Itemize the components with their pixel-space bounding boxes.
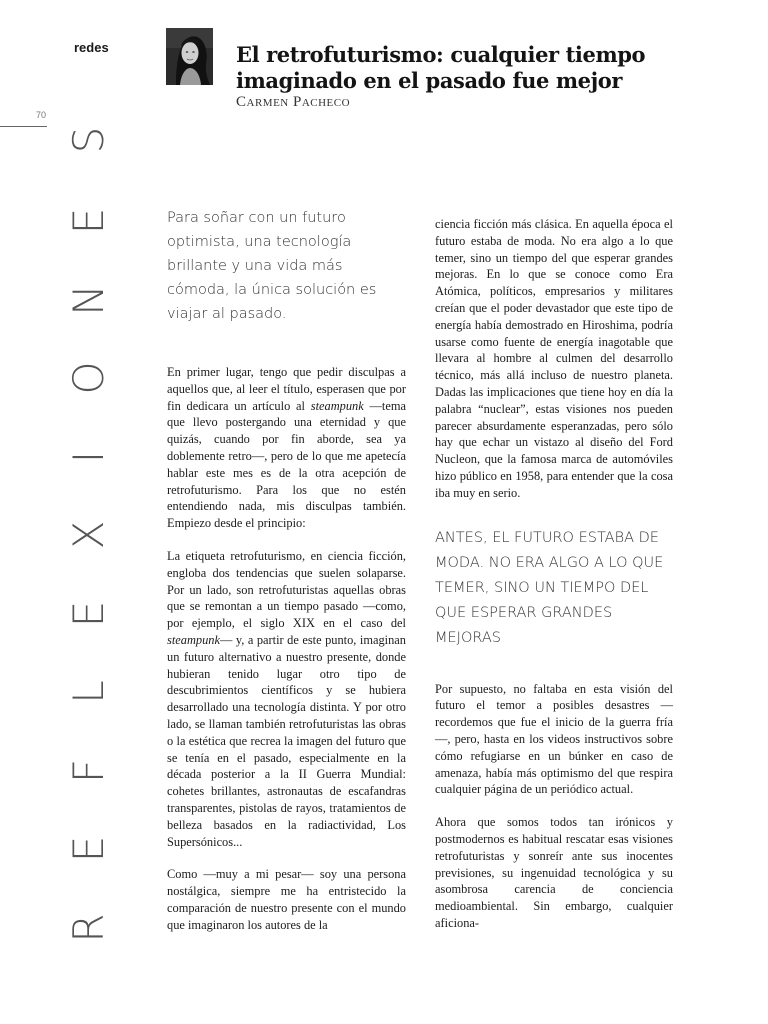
page-number: 70: [36, 110, 47, 120]
lead-paragraph: Para soñar con un futuro optimista, una tecnología brillante y una vida más cómoda, la única solución es viajar al pasado.: [167, 210, 377, 322]
page-number-rule: [0, 126, 47, 127]
paragraph-text: En primer lugar, tengo que pedir disculpas a aquellos que, al leer el título, esperasen que por fin dedicara un artículo al: [167, 365, 406, 413]
section-label: redes: [74, 40, 109, 55]
body-paragraph: ciencia ficción más clásica. En aquella época el futuro estaba de moda. No era algo a lo que temer, sino un tiempo del que esperar grandes mejoras. En lo que se conoce como Era Atómica, políticos, empresarios y militares creían que el poder devastador que este tipo de energía había demostrado en Hiroshima, podría usarse como fuente de energía inagotable que llevara al hombre al culmen del desarrollo técnico, más allá incluso de nuestro planeta. Dadas las implicaciones que tiene hoy en día la palabra “nuclear”, estas visiones nos pueden parecer absurdamente esperanzadas, pero sólo hay que echar un vistazo al diseño del Ford Nucleon, que la famosa marca de automóviles hizo público en 1958, para entender que la cosa iba muy en serio.: [435, 217, 673, 500]
left-column: [167, 206, 406, 950]
body-paragraph: Ahora que somos todos tan irónicos y postmodernos es habitual rescatar esas visiones retrofuturistas y sonreír ante sus inocentes previsiones, su ingenuidad tecnológica y su asombrosa carencia de conciencia medioambiental. Sin embargo, cualquier aficiona-: [435, 815, 673, 930]
vertical-letter: X: [64, 520, 113, 550]
vertical-letter: O: [64, 361, 113, 395]
paragraph-text: La etiqueta retrofuturismo, en ciencia ficción, engloba dos tendencias que suelen solaparse. Por un lado, son retrofuturistas aquellas obras que se remontan a un tiempo pasado —como, por ejemplo, el siglo XIX en el caso del: [167, 548, 406, 631]
vertical-letter: F: [64, 758, 113, 784]
vertical-letter: E: [64, 835, 113, 863]
vertical-letter: R: [64, 913, 113, 943]
author-photo: [166, 28, 213, 85]
vertical-letter: I: [64, 450, 113, 464]
author-portrait-image: [166, 28, 213, 85]
vertical-letter: E: [64, 207, 113, 235]
article-title: El retrofuturismo: cualquier tiempo imaginado en el pasado fue mejor: [236, 42, 646, 93]
vertical-letter: S: [64, 126, 113, 154]
body-paragraph: [167, 548, 406, 850]
paragraph-text: — y, a partir de este punto, imaginan un futuro alternativo a nuestro presente, donde hubieran tenido lugar otro tipo de descubrimientos científicos y se hubiera desarrollado una tecnología distinta. Y por otro lado, se llaman también retrofuturistas las obras o la estética que recrea la imagen del futuro que se tenía en el pasado, especialmente en la década posterior a la II Guerra Mundial: cohetes brillantes, astronautas de escafandras transparentes, pistolas de rayos, tratamientos de belleza basados en la radiactividad, Los Supersónicos...: [167, 632, 406, 849]
author-name: Carmen Pacheco: [236, 94, 351, 110]
vertical-letter: E: [64, 600, 113, 628]
vertical-letter: L: [64, 680, 113, 704]
right-column: [435, 216, 673, 948]
paragraph-text: —tema que llevo postergando una eternidad y que quizás, cuando por fin aborde, sea ya doblemente retro—, pero de lo que me apetecía hablar este mes es de la otra acepción de retrofuturismo. Para los que no estén entendiendo nada, mis disculpas también. Empiezo desde el principio:: [167, 398, 406, 531]
vertical-letter: N: [64, 284, 113, 316]
body-paragraph: Como —muy a mi pesar— soy una persona nostálgica, siempre me ha entristecido la comparación de nuestro presente con el mundo que imaginaron los autores de la: [167, 867, 406, 932]
emphasis-steampunk: steampunk: [167, 632, 220, 647]
body-paragraph: [167, 364, 406, 532]
body-paragraph: Por supuesto, no faltaba en esta visión del futuro el temor a posibles desastres —recordemos que fue el inicio de la guerra fría—, pero, hasta en los videos instructivos sobre cómo refugiarse en un búnker en caso de amenaza, había más optimismo del que respira cualquier página de un periódico actual.: [435, 681, 673, 797]
pull-quote: ANTES, EL FUTURO ESTABA DE MODA. NO ERA ALGO A LO QUE TEMER, SINO UN TIEMPO DEL QUE ESPERAR GRANDES MEJORAS: [435, 529, 664, 646]
emphasis-steampunk: steampunk: [310, 398, 364, 413]
